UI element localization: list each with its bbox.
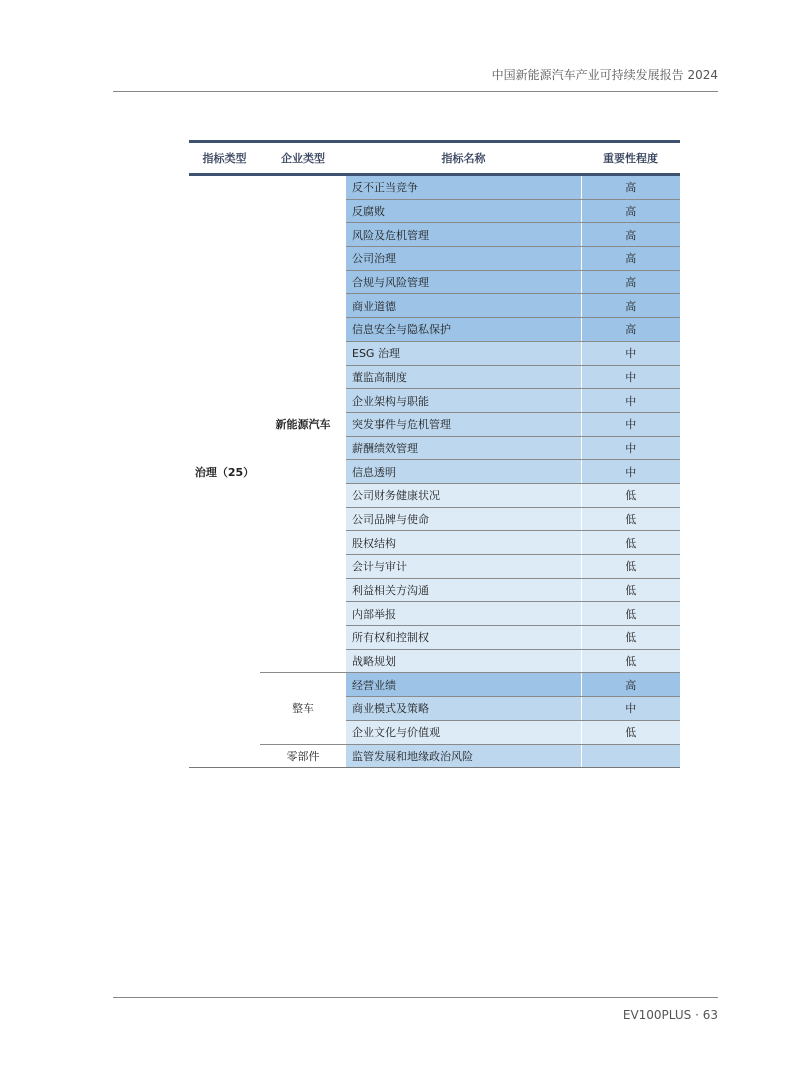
enterprise-type-cell: 新能源汽车 <box>260 175 346 673</box>
importance-level: 低 <box>581 602 680 626</box>
col-header-indicator-name: 指标名称 <box>346 142 581 175</box>
importance-level: 高 <box>581 270 680 294</box>
importance-level: 中 <box>581 365 680 389</box>
indicator-name: 内部举报 <box>346 602 581 626</box>
importance-level: 中 <box>581 436 680 460</box>
importance-level: 高 <box>581 175 680 200</box>
importance-level: 低 <box>581 531 680 555</box>
importance-level: 中 <box>581 389 680 413</box>
indicator-name: 股权结构 <box>346 531 581 555</box>
importance-level: 中 <box>581 341 680 365</box>
importance-level: 低 <box>581 483 680 507</box>
indicator-name: 会计与审计 <box>346 555 581 579</box>
importance-level: 中 <box>581 460 680 484</box>
importance-level <box>581 744 680 768</box>
table-row <box>189 175 680 200</box>
indicator-name: 信息透明 <box>346 460 581 484</box>
importance-level: 中 <box>581 697 680 721</box>
indicator-name: 董监高制度 <box>346 365 581 389</box>
importance-level: 高 <box>581 673 680 697</box>
enterprise-type-cell: 整车 <box>260 673 346 744</box>
enterprise-type-cell: 零部件 <box>260 744 346 768</box>
indicator-name: 战略规划 <box>346 649 581 673</box>
footer-divider <box>113 997 718 998</box>
col-header-indicator-type: 指标类型 <box>189 142 260 175</box>
indicator-name: 利益相关方沟通 <box>346 578 581 602</box>
importance-level: 低 <box>581 626 680 650</box>
indicator-name: 商业模式及策略 <box>346 697 581 721</box>
indicator-name: 公司治理 <box>346 247 581 271</box>
table-row <box>189 673 680 697</box>
table-row <box>189 744 680 768</box>
importance-level: 低 <box>581 649 680 673</box>
importance-level: 低 <box>581 507 680 531</box>
page-footer: EV100PLUS · 63 <box>622 1008 718 1022</box>
importance-level: 低 <box>581 578 680 602</box>
indicator-name: ESG 治理 <box>346 341 581 365</box>
importance-level: 中 <box>581 412 680 436</box>
importance-level: 高 <box>581 318 680 342</box>
importance-level: 低 <box>581 720 680 744</box>
indicator-name: 公司品牌与使命 <box>346 507 581 531</box>
importance-level: 高 <box>581 199 680 223</box>
indicator-name: 商业道德 <box>346 294 581 318</box>
importance-level: 高 <box>581 247 680 271</box>
indicator-name: 所有权和控制权 <box>346 626 581 650</box>
importance-level: 低 <box>581 555 680 579</box>
report-title: 中国新能源汽车产业可持续发展报告 2024 <box>491 68 718 82</box>
indicator-name: 企业架构与职能 <box>346 389 581 413</box>
header-divider <box>113 91 718 92</box>
indicator-name: 薪酬绩效管理 <box>346 436 581 460</box>
indicator-name: 风险及危机管理 <box>346 223 581 247</box>
indicator-name: 经营业绩 <box>346 673 581 697</box>
indicator-name: 突发事件与危机管理 <box>346 412 581 436</box>
col-header-importance: 重要性程度 <box>581 142 680 175</box>
col-header-enterprise-type: 企业类型 <box>260 142 346 175</box>
indicator-name: 公司财务健康状况 <box>346 483 581 507</box>
indicator-name: 反腐败 <box>346 199 581 223</box>
indicator-name: 监管发展和地缘政治风险 <box>346 744 581 768</box>
indicator-name: 信息安全与隐私保护 <box>346 318 581 342</box>
governance-indicator-table <box>189 140 680 768</box>
importance-level: 高 <box>581 294 680 318</box>
importance-level: 高 <box>581 223 680 247</box>
indicator-name: 反不正当竞争 <box>346 175 581 200</box>
indicator-name: 企业文化与价值观 <box>346 720 581 744</box>
indicator-type-cell: 治理（25） <box>189 175 260 768</box>
indicator-name: 合规与风险管理 <box>346 270 581 294</box>
